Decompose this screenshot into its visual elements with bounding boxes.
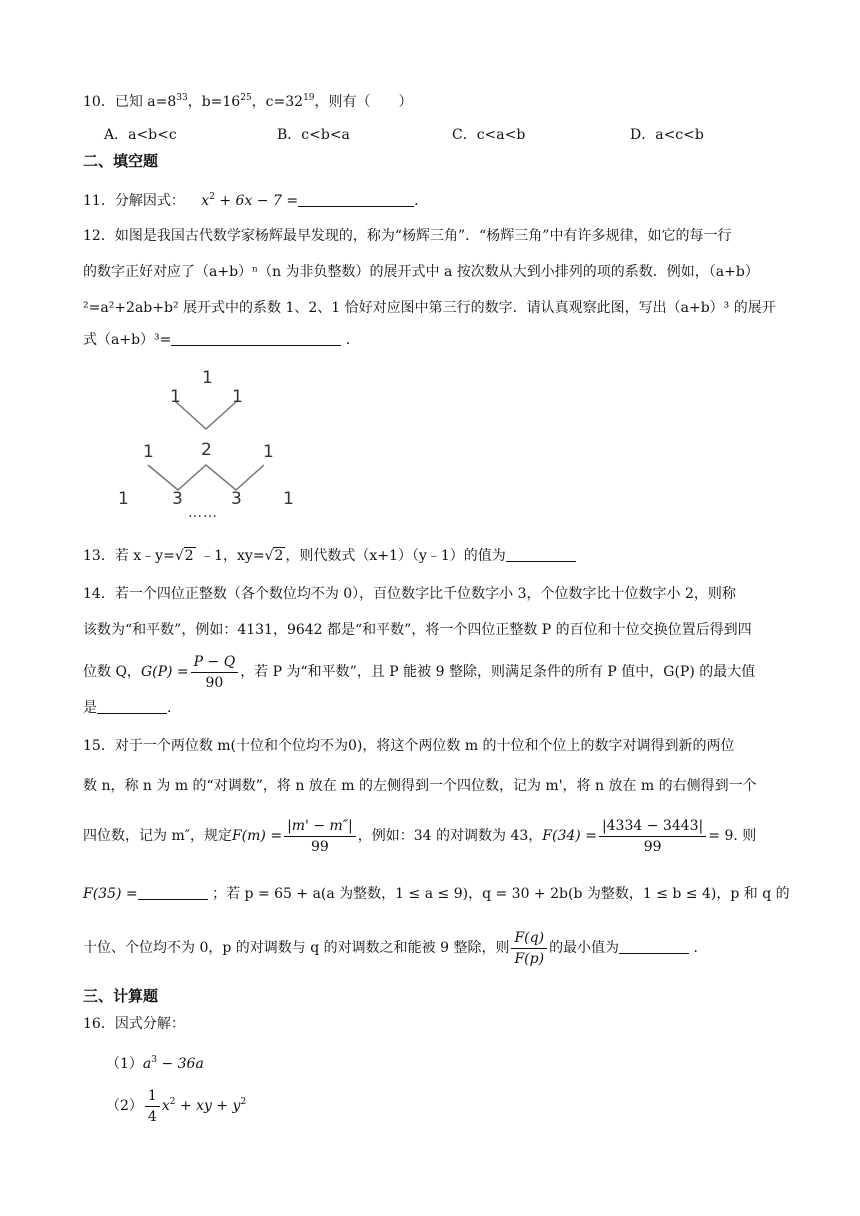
question-14-text: 位数 Q， (83, 664, 141, 680)
question-15-line-2: 数 n，称 n 为 m 的“对调数”，将 n 放在 m 的左侧得到一个四位数，记为 m'，将 n 放在 m 的右侧得到一个 (83, 778, 757, 794)
triangle-ellipsis: …… (188, 505, 218, 521)
g-of-p: G(P) = (140, 664, 189, 680)
answer-blank[interactable] (298, 192, 414, 207)
question-12-line-4 (83, 330, 360, 350)
triangle-number: 2 (201, 440, 212, 460)
question-11 (83, 187, 419, 211)
answer-blank[interactable] (619, 939, 689, 954)
question-16-part-1 (106, 1050, 204, 1074)
exponent: 19 (303, 93, 315, 103)
question-15-line-4 (83, 884, 790, 904)
answer-blank[interactable] (97, 699, 167, 714)
expression: $x^2$ + xy + $y^2$ (161, 1097, 247, 1114)
question-12-line-1: 12．如图是我国古代数学家杨辉最早发现的，称为“杨辉三角”．“杨辉三角”中有许多规律，如它的每一行 (83, 228, 732, 244)
triangle-number: 1 (118, 489, 129, 509)
option-a: A．a<b<c (104, 127, 177, 143)
question-12-line-2: 的数字正好对应了（a+b）ⁿ（n 为非负整数）的展开式中 a 按次数从大到小排列的项的系数．例如，（a+b） (83, 264, 759, 280)
section-heading-calculation: 三、计算题 (83, 987, 159, 1005)
question-13-text: ﹣1，xy= (195, 548, 265, 564)
answer-blank[interactable] (138, 885, 208, 900)
triangle-number: 1 (202, 368, 213, 388)
question-13 (83, 546, 576, 566)
question-16-title: 16．因式分解： (83, 1016, 185, 1032)
question-10-text: ，则有（ ） (314, 94, 413, 110)
question-15-text: 的最小值为 (549, 940, 620, 956)
period: ． (345, 332, 360, 348)
fraction: $\frac{1}{4}$ (145, 1086, 160, 1127)
triangle-number: 1 (170, 387, 181, 407)
triangle-number: 1 (143, 442, 154, 462)
question-13-text: 13．若 x﹣y= (83, 548, 175, 564)
yang-hui-triangle-figure (100, 355, 320, 530)
question-16-part-2 (106, 1080, 246, 1128)
question-14-text: 是 (83, 700, 97, 716)
period: ． (167, 700, 181, 716)
section-heading-fill-in: 二、填空题 (83, 152, 159, 170)
triangle-number: 3 (172, 489, 183, 509)
question-10-text: 10．已知 a=8 (83, 94, 177, 110)
question-12-text: 式（a+b）³= (83, 332, 172, 348)
triangle-number: 1 (263, 442, 274, 462)
exponent: 33 (176, 93, 188, 103)
option-b: B．c<b<a (277, 127, 350, 143)
question-15-text: ，例如：34 的对调数为 43， (357, 828, 543, 844)
question-15-text: 四位数，记为 m″，规定 (83, 828, 232, 844)
option-c: C．c<a<b (452, 127, 526, 143)
option-d: D．a<c<b (630, 127, 704, 143)
f-of-35: F(35) = (83, 886, 138, 902)
question-15-line-3 (83, 814, 756, 858)
question-12-line-3: ²=a²+2ab+b² 展开式中的系数 1、2、1 恰好对应图中第三行的数字．请认真观察此图，写出（a+b）³ 的展开 (83, 300, 776, 316)
fraction: $\frac{|m' - m''|}{99}$ (284, 816, 356, 857)
question-10-text: ，c=32 (251, 94, 304, 110)
f-of-m: F(m) = (231, 828, 283, 844)
question-15-text: = 9. 则 (708, 828, 757, 844)
expression: $x^2 + 6x - 7$ (201, 192, 282, 209)
question-14-line-3 (83, 650, 755, 694)
question-15-text: 十位、个位均不为 0，p 的对调数与 q 的对调数之和能被 9 整除，则 (83, 940, 510, 956)
question-10-text: ，b=16 (187, 94, 241, 110)
question-15-line-5 (83, 924, 708, 972)
triangle-number: 3 (231, 489, 242, 509)
period: ． (693, 940, 708, 956)
question-14-line-4 (83, 698, 181, 718)
equals-sign: = (281, 193, 299, 209)
exponent: 25 (240, 93, 252, 103)
question-14-line-1: 14．若一个四位正整数（各个数位均不为 0），百位数字比千位数字小 3，个位数字比十位数字小 2，则称 (83, 586, 736, 602)
question-11-text: 11．分解因式： (83, 193, 185, 209)
question-15-line-1: 15．对于一个两位数 m(十位和个位均不为0)，将这个两位数 m 的十位和个位上的数字对调得到新的两位 (83, 738, 735, 754)
question-13-text: ，则代数式（x+1）（y﹣1）的值为 (285, 548, 506, 564)
answer-blank[interactable] (171, 331, 341, 346)
part-label: （1） (106, 1056, 143, 1072)
square-root: √2 (174, 548, 194, 564)
fraction: $\frac{P - Q}{90}$ (191, 652, 239, 693)
fraction: $\frac{|4334 - 3443|}{99}$ (599, 816, 706, 857)
triangle-number: 1 (283, 489, 294, 509)
fraction: $\frac{F(q)}{F(p)}$ (511, 928, 547, 969)
question-10 (83, 88, 413, 112)
question-14-line-2: 该数为“和平数”，例如：4131，9642 都是“和平数”，将一个四位正整数 P 的百位和十位交换位置后得到四 (83, 622, 752, 638)
triangle-number: 1 (232, 387, 243, 407)
answer-blank[interactable] (506, 547, 576, 562)
square-root: √2 (264, 548, 284, 564)
f-of-34: F(34) = (542, 828, 597, 844)
expression: $a^3 - 36a$ (142, 1055, 204, 1072)
period: . (414, 193, 419, 209)
question-14-text: ，若 P 为“和平数”，且 P 能被 9 整除，则满足条件的所有 P 值中，G(P) 的最大值 (240, 664, 756, 680)
question-15-text: ；若 p = 65 + a(a 为整数，1 ≤ a ≤ 9)，q = 30 + 2b(b 为整数，1 ≤ b ≤ 4)，p 和 q 的 (212, 886, 790, 902)
part-label: （2） (106, 1098, 143, 1114)
